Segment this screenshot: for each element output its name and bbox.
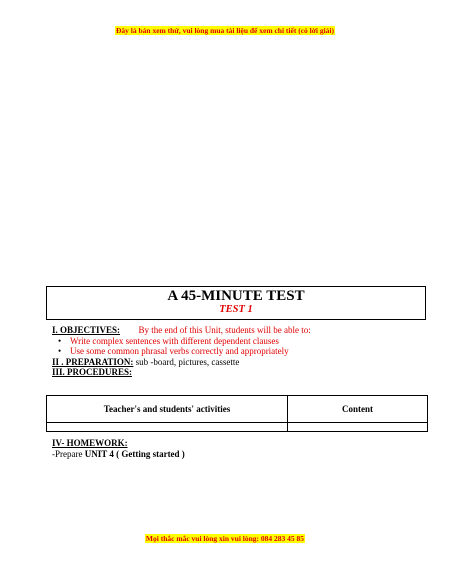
table-header-row [47, 396, 428, 423]
table-cell [288, 423, 428, 432]
objective-item [52, 346, 442, 357]
preparation-text: sub -board, pictures, cassette [135, 356, 240, 367]
objectives-heading: I. OBJECTIVES: [52, 325, 121, 335]
page-subtitle: TEST 1 [219, 304, 253, 315]
homework-heading [52, 438, 128, 448]
homework-unit: UNIT 4 ( Getting started ) [84, 448, 185, 459]
homework-line [52, 449, 442, 460]
table-cell [47, 423, 288, 432]
page-title: A 45-MINUTE TEST [167, 288, 305, 304]
objective-item [52, 336, 442, 347]
bottom-contact-banner [0, 534, 450, 543]
objectives-list [52, 336, 442, 357]
homework-prefix: -Prepare [52, 448, 85, 459]
preparation-line [52, 357, 442, 368]
bullet-icon: • [58, 335, 62, 346]
homework-section [52, 438, 442, 459]
content-column-header: Content [288, 396, 428, 423]
table-row [47, 423, 428, 432]
procedures-table [46, 395, 428, 432]
bullet-icon: • [58, 346, 62, 356]
procedures-heading: III. PROCEDURES: [52, 367, 133, 377]
objective-text: Write complex sentences with different dependent clauses [70, 335, 279, 346]
objective-text: Use some common phrasal verbs correctly and appropriately [70, 346, 289, 356]
bottom-contact-banner-text: Mọi thắc mắc vui lòng xin vui lòng: 084 283 45 85 [145, 534, 305, 543]
objectives-intro: By the end of this Unit, students will be able to: [138, 325, 311, 335]
objectives-section [52, 325, 442, 378]
preparation-heading: II . PREPARATION: [52, 356, 134, 367]
homework-heading-text: IV- HOMEWORK: [52, 438, 128, 448]
title-box [46, 286, 426, 320]
activities-column-header: Teacher's and students' activities [47, 396, 288, 423]
top-preview-banner-text: Đây là bản xem thử, vui lòng mua tài liệu để xem chi tiết (có lời giải) [115, 26, 335, 35]
top-preview-banner [0, 26, 450, 35]
